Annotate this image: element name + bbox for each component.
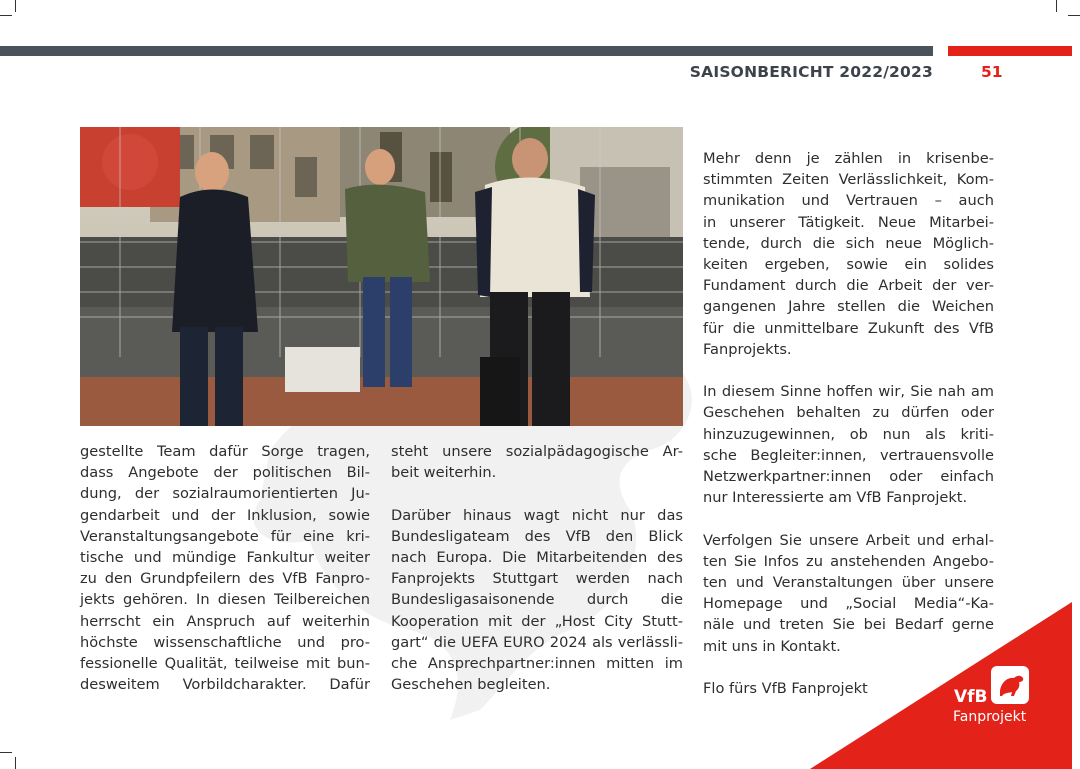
text-line: Fanprojekts. [703,340,792,358]
text-line: nur Interessierte am VfB Fanprojekt. [703,489,968,507]
text-line: beit weiterhin. [391,464,497,482]
text-line: jekts gehören. In diesen Teilbereichen [80,591,370,609]
column3-paragraph-2 [703,381,994,508]
logo-fanprojekt-text: Fanprojekt [953,709,1027,725]
column-1 [80,441,370,717]
text-line: keiten ergeben, sowie ein solides [703,256,994,274]
column2-paragraph-2 [391,505,683,696]
text-line: Homepage und „Social Media“-Ka- [703,595,994,613]
text-line: Darüber hinaus wagt nicht nur das [391,506,683,524]
column-2 [391,441,683,717]
text-line: gestellte Team dafür Sorge tragen, [80,443,370,460]
crop-mark [15,757,16,769]
text-line: hinzuzugewinnen, ob nun als kriti- [703,425,994,443]
text-line: che Ansprechpartner:innen mitten im [391,655,683,673]
text-line: Bundesligasaisonende durch die [391,591,683,609]
text-line: munikation und Vertrauen – auch [703,192,994,210]
text-line: Geschehen begleiten. [391,676,551,694]
text-line: fessionelle Qualität, teilweise mit bun- [80,655,370,673]
text-line: herrscht ein Anspruch auf weiterhin [80,612,370,630]
header-title: SAISONBERICHT 2022/2023 [689,63,933,81]
crop-mark [0,752,12,753]
text-line: In diesem Sinne hoffen wir, Sie nah am [703,383,994,401]
text-line: Veranstaltungsangebote für eine kri- [80,527,370,545]
crop-mark [1068,15,1080,16]
crop-mark [0,15,12,16]
red-corner-triangle [810,602,1072,769]
text-line: desweitem Vorbildcharakter. Dafür [80,676,370,694]
text-line: ten und Veranstaltungen über unsere [703,574,994,592]
text-line: Fundament durch die Arbeit der ver- [703,277,994,295]
signature-line: Flo fürs VfB Fanprojekt [703,680,868,698]
crop-mark [15,0,16,12]
text-line: dass Angebote der politischen Bil- [80,464,370,482]
text-line: Fanprojekts Stuttgart werden nach [391,570,683,588]
logo-vfb-text: VfB [954,687,988,707]
page-number: 51 [981,63,1003,81]
header-rule-gray [0,46,933,56]
group-photo [80,127,683,426]
text-line: Verfolgen Sie unsere Arbeit und erhal- [703,531,994,549]
text-line: gart“ die UEFA EURO 2024 als verlässli- [391,633,683,651]
header-rule-red [948,46,1072,56]
text-line: steht unsere sozialpädagogische Ar- [391,443,683,460]
text-line: ten Sie Infos zu anstehenden Angebo- [703,552,994,570]
text-line: für die unmittelbare Zukunft des VfB [703,319,994,337]
text-line: Kooperation mit der „Host City Stutt- [391,612,683,630]
text-line: Geschehen behalten zu dürfen oder [703,404,994,422]
horse-crest-icon [990,665,1030,705]
column2-paragraph-1 [391,441,683,483]
text-line: dung, der sozialraumorientierten Ju- [80,485,370,503]
text-line: in unserer Tätigkeit. Neue Mitarbei- [703,213,994,231]
text-line: stimmten Zeiten Verlässlichkeit, Kom- [703,171,994,189]
column3-paragraph-1 [703,148,994,360]
text-line: nach Europa. Die Mitarbeitenden des [391,549,683,566]
text-line: gangenen Jahre stellen die Weichen [703,298,994,316]
text-line: tische und mündige Fankultur weiter [80,549,370,567]
text-line: höchste wissenschaftliche und pro- [80,633,370,651]
text-line: Netzwerkpartner:innen oder einfach [703,468,994,486]
text-line: mit uns in Kontakt. [703,637,841,655]
crop-mark [1056,0,1057,12]
text-line: sche Begleiter:innen, vertrauensvolle [703,446,994,464]
column1-paragraph [80,441,370,695]
text-line: zu den Grundpfeilern des VfB Fanpro- [80,570,370,588]
text-line: Bundesligateam des VfB den Blick [391,527,683,545]
text-line: Mehr denn je zählen in krisenbe- [703,150,994,167]
text-line: gendarbeit und der Inklusion, sowie [80,506,370,524]
text-line: tende, durch die sich neue Möglich- [703,234,994,252]
text-line: näle und treten Sie bei Bedarf gerne [703,616,994,634]
